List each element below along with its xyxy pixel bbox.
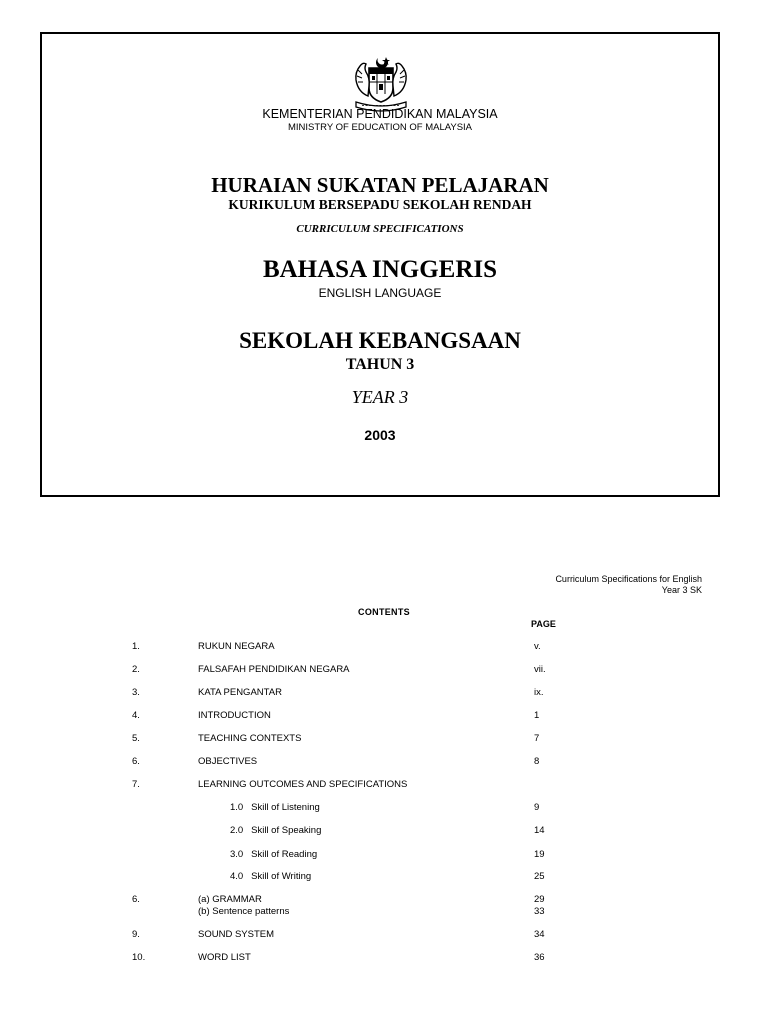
toc-entry	[0, 756, 768, 770]
toc-entry-title: RUKUN NEGARA	[198, 641, 275, 652]
toc-entry-page: 7	[534, 733, 540, 744]
toc-entry-page: 36	[534, 952, 545, 963]
toc-subentry-title: 4.0 Skill of Writing	[230, 871, 312, 882]
toc-entry-page: v.	[534, 641, 541, 652]
toc-entry-title: (a) GRAMMAR	[198, 894, 262, 905]
toc-entry-title: SOUND SYSTEM	[198, 929, 275, 940]
toc-entry-page: 29	[534, 894, 545, 905]
toc-entry-page: 34	[534, 929, 545, 940]
level-malay: TAHUN 3	[345, 356, 415, 373]
toc-entry-page: vii.	[534, 664, 546, 675]
level-english: YEAR 3	[351, 387, 409, 407]
subject-title: BAHASA INGGERIS	[262, 256, 498, 283]
toc-entry-number: 2.	[132, 664, 140, 675]
toc-entry-title: KATA PENGANTAR	[198, 687, 282, 698]
toc-entry-page: 19	[534, 849, 545, 860]
toc-entry	[0, 906, 768, 920]
subject-title-english: ENGLISH LANGUAGE	[318, 286, 442, 300]
toc-entry-number: 6.	[132, 894, 140, 905]
toc-subentry-title: 1.0 Skill of Listening	[230, 802, 320, 813]
toc-entry-number: 10.	[132, 952, 146, 963]
toc-entry-page: 9	[534, 802, 540, 813]
toc-subentry	[0, 825, 768, 839]
contents-title: CONTENTS	[358, 607, 410, 617]
ministry-name-malay: KEMENTERIAN PENDIDIKAN MALAYSIA	[262, 107, 498, 121]
curriculum-title-english: CURRICULUM SPECIFICATIONS	[296, 223, 464, 235]
toc-entry-page: ix.	[534, 687, 544, 698]
toc-subentry-title: 3.0 Skill of Reading	[230, 849, 318, 860]
toc-entry-number: 3.	[132, 687, 140, 698]
publication-year: 2003	[364, 427, 396, 443]
running-header	[555, 574, 702, 596]
toc-subentry	[0, 849, 768, 863]
toc-entry-title: WORD LIST	[198, 952, 251, 963]
toc-entry-title: TEACHING CONTEXTS	[198, 733, 302, 744]
toc-entry-title: OBJECTIVES	[198, 756, 258, 767]
ministry-name-english: MINISTRY OF EDUCATION OF MALAYSIA	[287, 122, 473, 133]
toc-entry	[0, 779, 768, 793]
toc-entry	[0, 710, 768, 724]
toc-entry-page: 1	[534, 710, 540, 721]
toc-entry	[0, 687, 768, 701]
toc-entry-number: 7.	[132, 779, 140, 790]
toc-entry-number: 6.	[132, 756, 140, 767]
toc-entry	[0, 641, 768, 655]
toc-subentry-title: 2.0 Skill of Speaking	[230, 825, 322, 836]
toc-entry-page: 25	[534, 871, 545, 882]
toc-entry	[0, 664, 768, 678]
document-title: HURAIAN SUKATAN PELAJARAN	[211, 173, 549, 197]
toc-entry-number: 1.	[132, 641, 140, 652]
toc-entry-title: (b) Sentence patterns	[198, 906, 290, 917]
curriculum-title: KURIKULUM BERSEPADU SEKOLAH RENDAH	[228, 197, 532, 212]
toc-entry	[0, 929, 768, 943]
toc-entry-number: 9.	[132, 929, 140, 940]
page-column-label: PAGE	[531, 619, 556, 629]
toc-entry-title: LEARNING OUTCOMES AND SPECIFICATIONS	[198, 779, 408, 790]
toc-entry-page: 14	[534, 825, 545, 836]
toc-entry	[0, 952, 768, 966]
toc-entry	[0, 733, 768, 747]
malaysia-coat-of-arms-icon	[348, 54, 414, 112]
toc-entry-page: 33	[534, 906, 545, 917]
toc-entry-number: 5.	[132, 733, 140, 744]
cover-page	[40, 32, 720, 497]
toc-entry-title: INTRODUCTION	[198, 710, 271, 721]
running-header-line-2: Year 3 SK	[661, 585, 702, 595]
toc-subentry	[0, 802, 768, 816]
toc-subentry	[0, 871, 768, 885]
running-header-line-1: Curriculum Specifications for English	[555, 574, 702, 584]
toc-entry-number: 4.	[132, 710, 140, 721]
toc-entry-page: 8	[534, 756, 540, 767]
toc-entry-title: FALSAFAH PENDIDIKAN NEGARA	[198, 664, 350, 675]
school-type: SEKOLAH KEBANGSAAN	[239, 328, 521, 353]
